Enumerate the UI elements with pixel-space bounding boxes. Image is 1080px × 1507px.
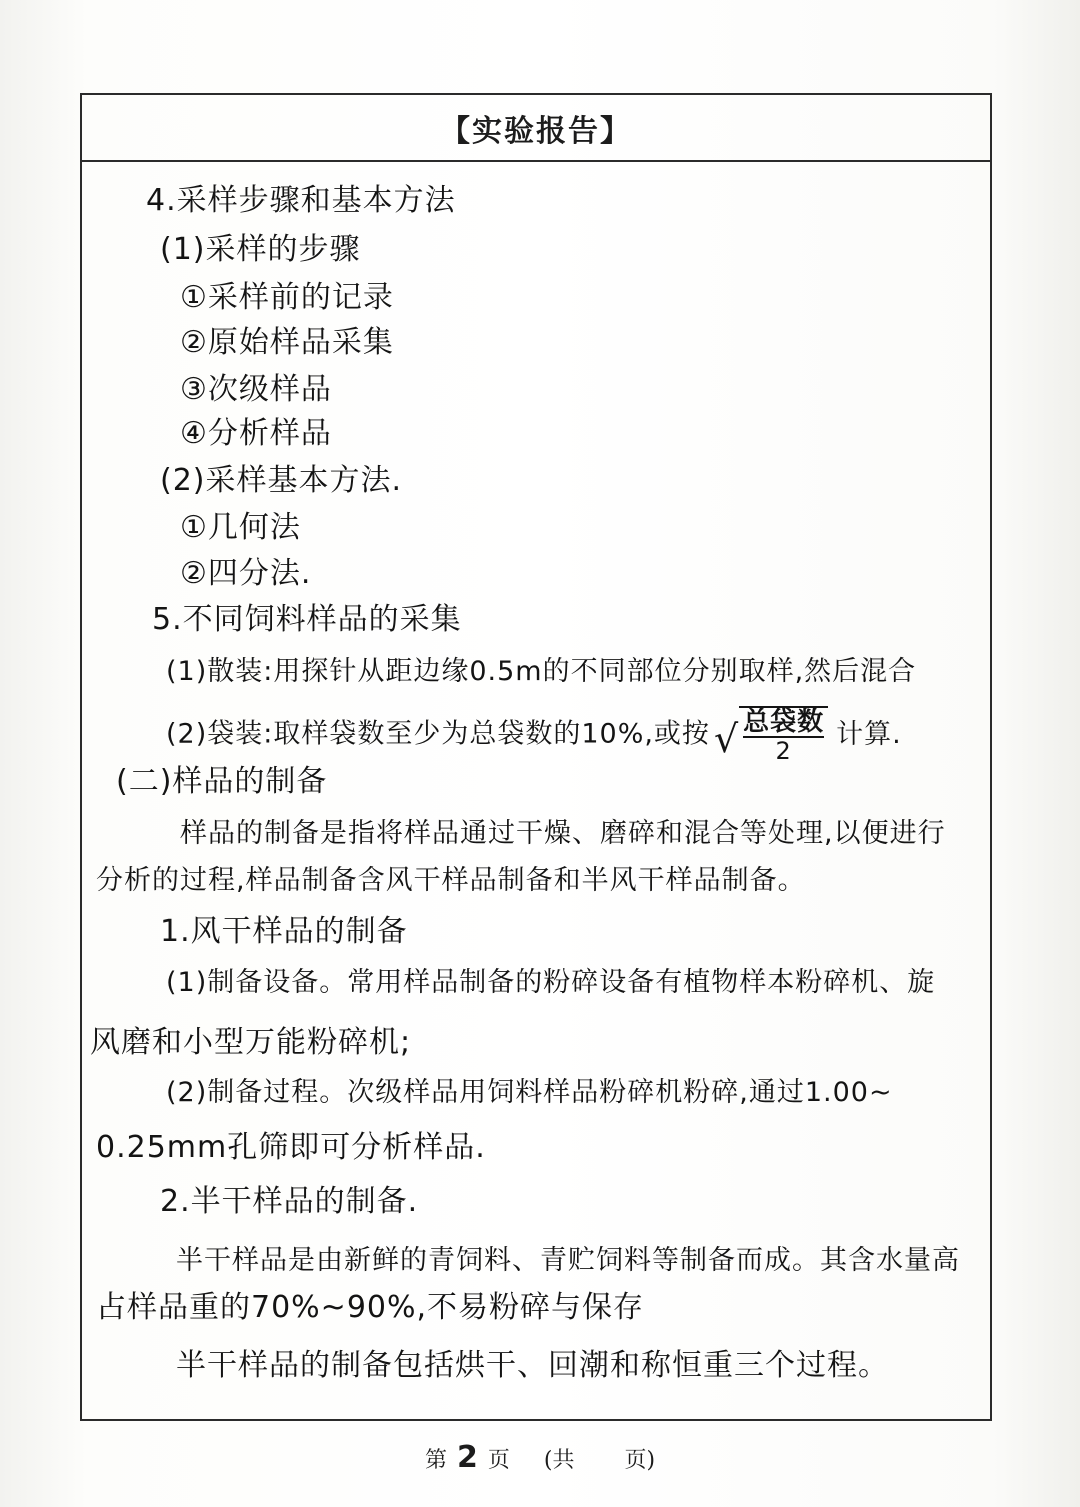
list-item: ④分析样品: [180, 416, 332, 451]
report-header: [82, 95, 990, 162]
list-item: ①采样前的记录: [180, 280, 394, 315]
page-footer: [0, 1440, 1080, 1475]
paragraph-line: 分析的过程,样品制备含风干样品制备和半风干样品制备。: [96, 865, 806, 896]
footer-total-suffix: 页): [624, 1448, 656, 1473]
list-item: ②四分法.: [180, 556, 312, 591]
paragraph-line: (1)制备设备。常用样品制备的粉碎设备有植物样本粉碎机、旋: [166, 967, 936, 998]
subsection-sampling-methods: (2)采样基本方法.: [160, 463, 403, 498]
footer-page-suffix: 页: [487, 1448, 510, 1473]
radical-sign: √: [713, 717, 740, 761]
fraction-numerator: 总袋数: [743, 707, 825, 737]
paragraph-line: 风磨和小型万能粉碎机;: [90, 1025, 412, 1060]
fraction-denominator: 2: [775, 737, 792, 765]
page-number: 2: [456, 1440, 478, 1475]
section-title-feed-collection: 5.不同饲料样品的采集: [152, 602, 462, 637]
fraction: [739, 706, 828, 764]
subsection-sampling-steps: (1)采样的步骤: [160, 232, 361, 267]
list-item: ③次级样品: [180, 372, 332, 407]
footer-total-prefix: (共: [543, 1448, 575, 1473]
paragraph-line: 占样品重的70%~90%,不易粉碎与保存: [96, 1290, 645, 1325]
paragraph-line: 半干样品的制备包括烘干、回潮和称恒重三个过程。: [176, 1348, 889, 1383]
paragraph-line: (2)制备过程。次级样品用饲料样品粉碎机粉碎,通过1.00~: [166, 1077, 893, 1108]
section-title-sample-preparation: (二)样品的制备: [116, 764, 328, 799]
sqrt-formula: [714, 706, 828, 764]
paragraph-line-formula: [166, 706, 902, 764]
list-item: ②原始样品采集: [180, 325, 394, 360]
list-item: ①几何法: [180, 510, 301, 545]
footer-prefix: 第: [424, 1448, 447, 1473]
paragraph-line: 半干样品是由新鲜的青饲料、青贮饲料等制备而成。其含水量高: [176, 1245, 960, 1276]
section-title-sampling-steps: 4.采样步骤和基本方法: [146, 183, 456, 218]
paragraph-line: (1)散装:用探针从距边缘0.5m的不同部位分别取样,然后混合: [166, 656, 917, 687]
report-title: 【实验报告】: [440, 113, 632, 149]
subsection-air-dry: 1.风干样品的制备: [160, 914, 408, 949]
calc-text: 计算.: [836, 718, 902, 750]
paragraph-line: 样品的制备是指将样品通过干燥、磨碎和混合等处理,以便进行: [180, 818, 946, 849]
paragraph-line: 0.25mm孔筛即可分析样品.: [96, 1130, 486, 1165]
subsection-semi-dry: 2.半干样品的制备.: [160, 1184, 419, 1219]
bagged-text: (2)袋装:取样袋数至少为总袋数的10%,或按: [166, 718, 710, 750]
